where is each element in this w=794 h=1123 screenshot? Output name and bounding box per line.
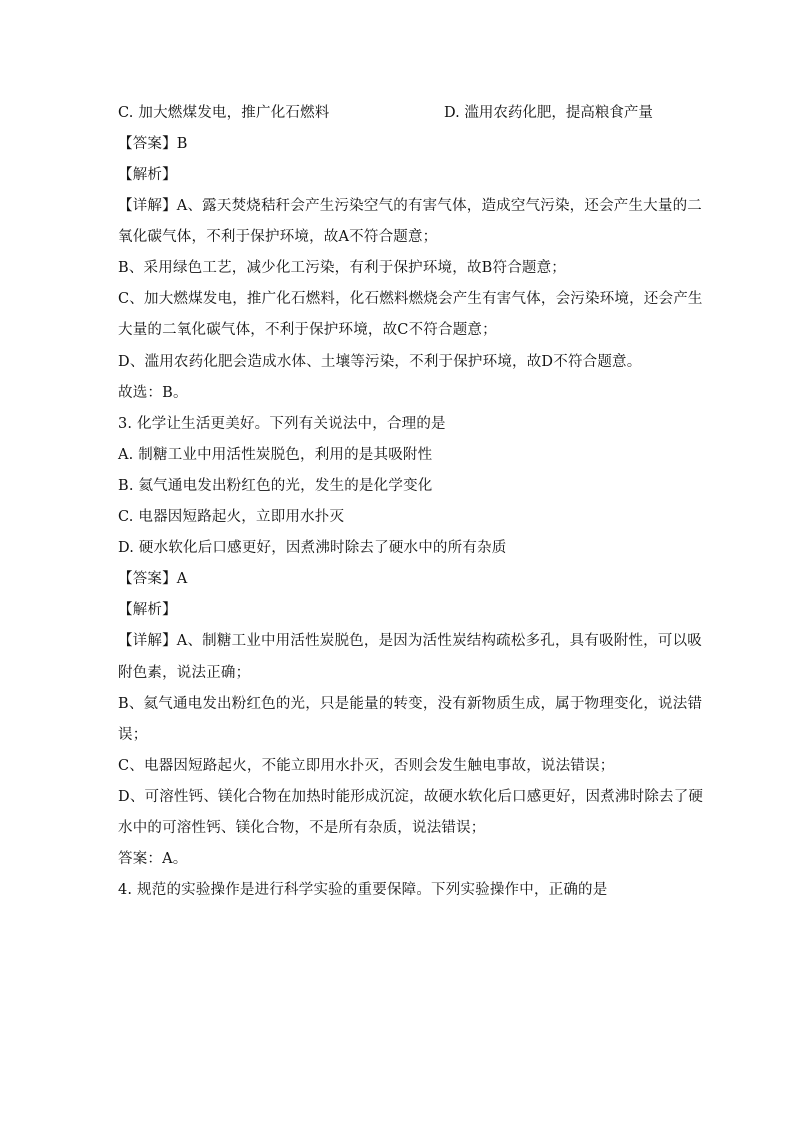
q3-option-a: A. 制糖工业中用活性炭脱色，利用的是其吸附性 <box>118 447 433 463</box>
q2-detail-line: 大量的二氧化碳气体，不利于保护环境，故C不符合题意； <box>118 322 497 338</box>
q3-detail-line: 附色素，说法正确； <box>118 665 251 681</box>
q2-detail-line: 【详解】A、露天焚烧秸秆会产生污染空气的有害气体，造成空气污染，还会产生大量的二 <box>118 198 702 214</box>
q2-detail-line: C、加大燃煤发电，推广化石燃料，化石燃料燃烧会产生有害气体，会污染环境，还会产生 <box>118 291 703 307</box>
q2-detail-line: B、采用绿色工艺，减少化工污染，有利于保护环境，故B符合题意； <box>118 260 567 276</box>
q3-answer: 【答案】A <box>118 571 188 587</box>
q3-detail-line: C、电器因短路起火，不能立即用水扑灭，否则会发生触电事故，说法错误； <box>118 758 615 774</box>
q2-answer: 【答案】B <box>118 136 188 152</box>
q3-detail-line: 【详解】A、制糖工业中用活性炭脱色，是因为活性炭结构疏松多孔，具有吸附性，可以吸 <box>118 633 702 649</box>
q3-detail-line: B、氦气通电发出粉红色的光，只是能量的转变，没有新物质生成，属于物理变化，说法错 <box>118 696 703 712</box>
q3-analysis-heading: 【解析】 <box>118 602 177 618</box>
q3-stem: 3. 化学让生活更美好。下列有关说法中，合理的是 <box>118 416 446 432</box>
q4-stem: 4. 规范的实验操作是进行科学实验的重要保障。下列实验操作中，正确的是 <box>118 882 608 898</box>
q3-option-d: D. 硬水软化后口感更好，因煮沸时除去了硬水中的所有杂质 <box>118 540 507 556</box>
q3-detail-line: 误； <box>118 727 148 743</box>
q3-conclusion: 答案：A。 <box>118 851 188 867</box>
q2-option-c: C. 加大燃煤发电，推广化石燃料 <box>118 105 330 121</box>
q3-option-c: C. 电器因短路起火，立即用水扑灭 <box>118 509 345 525</box>
q2-conclusion: 故选：B。 <box>118 385 188 401</box>
q3-detail-line: 水中的可溶性钙、镁化合物，不是所有杂质，说法错误； <box>118 820 486 836</box>
q3-detail-line: D、可溶性钙、镁化合物在加热时能形成沉淀，故硬水软化后口感更好，因煮沸时除去了硬 <box>118 789 704 805</box>
q2-detail-line: D、滥用农药化肥会造成水体、土壤等污染，不利于保护环境，故D不符合题意。 <box>118 354 642 370</box>
q2-analysis-heading: 【解析】 <box>118 167 177 183</box>
q3-option-b: B. 氦气通电发出粉红色的光，发生的是化学变化 <box>118 478 433 494</box>
q2-option-d: D. 滥用农药化肥，提高粮食产量 <box>444 105 653 121</box>
q2-detail-line: 氧化碳气体，不利于保护环境，故A不符合题意； <box>118 229 438 245</box>
